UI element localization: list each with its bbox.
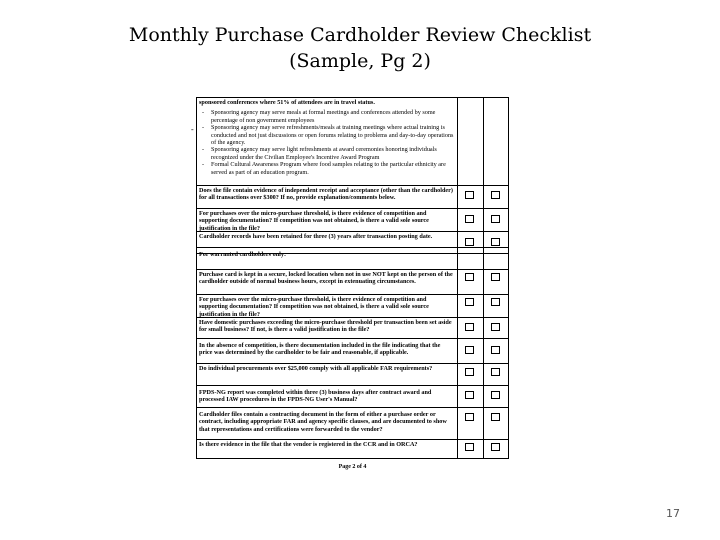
checkbox-yes[interactable]: [465, 391, 474, 399]
checkbox-yes[interactable]: [465, 215, 474, 223]
checklist-document: [191, 97, 509, 472]
row-text: FPDS-NG report was completed within three (3) business days after contract award and processed IAW procedures in the FPDS-NG User's Manual?: [197, 386, 458, 407]
continuation-text: - sponsored conferences where 51% of attendees are in travel status. - Sponsoring agency may serve meals at formal meetings and conferences attended by some percentage of non government employees - Sponsoring agency may serve refreshments/meals at training meetings where actual training is conducted and not just discussions or open forums relating to problems and day-to-day operations of the agency. - Sponsoring agency may serve light refreshments at award ceremonies honoring individuals recognized under the Civilian Employee's Incentive Award Program - Formal Cultural Awareness Program where food samples relating to the particular ethnicity are served as part of an education program.: [197, 98, 458, 185]
checkbox-yes[interactable]: [465, 323, 474, 331]
checkbox-no[interactable]: [491, 298, 500, 306]
slide-title-line-1: Monthly Purchase Cardholder Review Checklist: [128, 24, 592, 46]
checkbox-no[interactable]: [491, 323, 500, 331]
row-text: Is there evidence in the file that the vendor is registered in the CCR and in ORCA?: [197, 440, 458, 458]
checkbox-yes[interactable]: [465, 413, 474, 421]
checkbox-no[interactable]: [491, 443, 500, 451]
row-text: Cardholder files contain a contracting document in the form of either a purchase order or contract, including appropriate FAR and agency specific clauses, and are documented to show that representations and certifications were forwarded to the vendor?: [197, 408, 458, 439]
checkbox-yes[interactable]: [465, 346, 474, 354]
list-item: - Sponsoring agency may serve light refreshments at award ceremonies honoring individuals recognized under the Civilian Employee's Incentive Award Program: [202, 146, 437, 161]
checkbox-no[interactable]: [491, 191, 500, 199]
table-row: [197, 440, 508, 458]
checkbox-yes[interactable]: [465, 368, 474, 376]
table-row: [197, 295, 508, 318]
checkbox-no[interactable]: [491, 413, 500, 421]
checkbox-no[interactable]: [491, 391, 500, 399]
table-header-row: [197, 248, 508, 270]
slide-number: 17: [666, 507, 680, 520]
row-text: In the absence of competition, is there documentation included in the file indicating that the price was determined by the cardholder to be fair and reasonable, if applicable.: [197, 339, 458, 363]
row-text: Cardholder records have been retained for three (3) years after transaction posting date.: [197, 232, 458, 253]
checklist-table-2: [196, 247, 509, 459]
checkbox-no[interactable]: [491, 273, 500, 281]
checkbox-yes[interactable]: [465, 191, 474, 199]
list-item: - Sponsoring agency may serve refreshments/meals at training meetings where actual training is conducted and not just discussions or open forums relating to problems and day-to-day operations of the agency.: [202, 124, 454, 147]
row-text: For purchases over the micro-purchase threshold, is there evidence of competition and supporting documentation? If competition was not obtained, is there a valid sole source justification in the file?: [197, 295, 458, 317]
checkbox-yes[interactable]: [465, 273, 474, 281]
list-item: - Formal Cultural Awareness Program where food samples relating to the particular ethnicity are served as part of an education program.: [202, 161, 446, 176]
checkbox-no[interactable]: [491, 346, 500, 354]
table-row: [197, 408, 508, 440]
row-text: Purchase card is kept in a secure, locked location when not in use NOT kept on the person of the cardholder outside of normal business hours, except in extenuating circumstances.: [197, 270, 458, 294]
row-text: Does the file contain evidence of independent receipt and acceptance (other than the cardholder) for all transactions over $300? If no, provide explanation/comments below.: [197, 186, 458, 208]
page-footer: Page 2 of 4: [338, 464, 367, 470]
slide-title-line-2: (Sample, Pg 2): [289, 50, 431, 72]
checkbox-no[interactable]: [491, 238, 500, 246]
checklist-table-1: [191, 97, 509, 254]
continuation-row: [191, 98, 508, 186]
checkbox-no[interactable]: [491, 368, 500, 376]
row-text: Do individual procurements over $25,000 comply with all applicable FAR requirements?: [197, 364, 458, 385]
checkbox-yes[interactable]: [465, 238, 474, 246]
table-row: [197, 209, 508, 232]
row-text: For purchases over the micro-purchase threshold, is there evidence of competition and supporting documentation? If competition was not obtained, is there a valid sole source justification in the file?: [197, 209, 458, 231]
table-row: [197, 318, 508, 339]
checkbox-yes[interactable]: [465, 443, 474, 451]
checkbox-yes[interactable]: [465, 298, 474, 306]
table-row: [197, 386, 508, 408]
checkbox-no[interactable]: [491, 215, 500, 223]
warranted-header: For warranted cardholders only:: [197, 248, 458, 269]
table-row: [197, 339, 508, 364]
table-row: [197, 364, 508, 386]
list-item: - Sponsoring agency may serve meals at formal meetings and conferences attended by some percentage of non government employees: [202, 109, 436, 124]
table-row: [197, 270, 508, 295]
table-row: [197, 186, 508, 209]
row-text: Have domestic purchases exceeding the micro-purchase threshold per transaction been set aside for small business? If not, is there a valid justification in the file?: [197, 318, 458, 338]
continuation-line: sponsored conferences where 51% of attendees are in travel status.: [199, 99, 375, 106]
